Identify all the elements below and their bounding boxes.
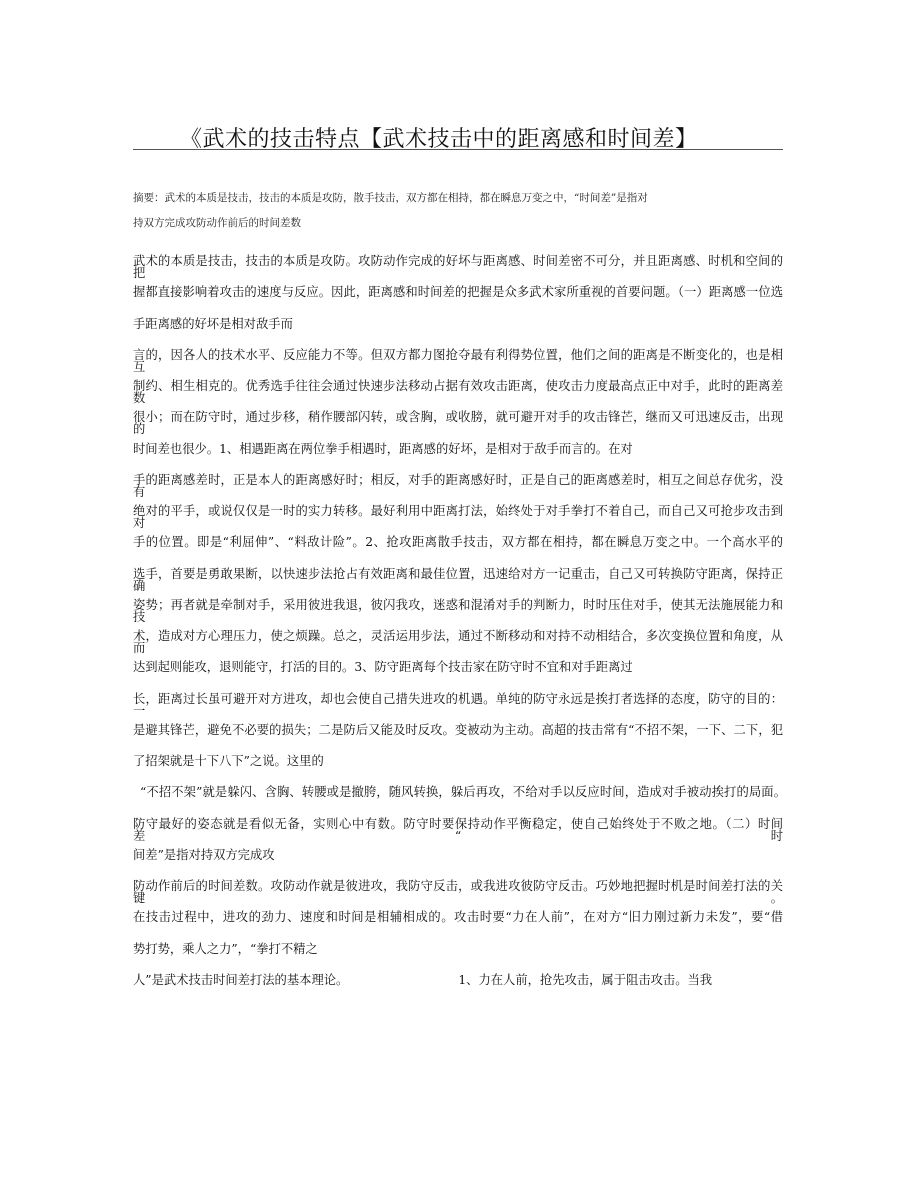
body-line-18: “不招不架”就是躲闪、含胸、转腰或是撤胯，随风转换，躲后再攻，不给对手以反应时间，造成对手被动挨打的局面。 <box>140 785 786 799</box>
body-line-16: 是避其锋芒，避免不必要的损失；二是防后又能及时反攻。变被动为主动。高超的技击常有“不招不架，一下、二下，犯 <box>133 723 783 737</box>
body-line-21: 防动作前后的时间差数。攻防动作就是彼进攻，我防守反击，或我进攻彼防守反击。巧妙地把握时机是时间差打法的关键。 <box>133 879 783 906</box>
body-line-23: 势打势，乘人之力”，“拳打不精之 <box>133 942 318 956</box>
body-line-3: 手距离感的好坏是相对敌手而 <box>133 317 293 331</box>
body-line-17: 了招架就是十下八下”之说。这里的 <box>133 754 324 768</box>
body-line-12: 姿势；再者就是牵制对手，采用彼进我退，彼闪我攻，迷惑和混淆对手的判断力，时时压住对手，使其无法施展能力和技 <box>133 598 783 625</box>
body-line-5: 制约、相生相克的。优秀选手往往会通过快速步法移动占据有效攻击距离，使攻击力度最高点正中对手，此时的距离差数 <box>133 379 783 406</box>
body-line-13: 术，造成对方心理压力，使之烦躁。总之，灵活运用步法，通过不断移动和对持不动相结合，多次变换位置和角度，从而 <box>133 629 783 656</box>
document-title: 《武术的技击特点【武术技击中的距离感和时间差】 <box>180 127 698 152</box>
body-line-20: 间差”是指对持双方完成攻 <box>133 848 275 862</box>
body-line-24-part-1: 人”是武术技击时间差打法的基本理论。 <box>133 973 349 987</box>
body-line-22: 在技击过程中，进攻的劲力、速度和时间是相辅相成的。攻击时要“力在人前”，在对方“旧力刚过新力未发”，要“借 <box>133 910 783 924</box>
body-line-1: 武术的本质是技击，技击的本质是攻防。攻防动作完成的好坏与距离感、时间差密不可分，并且距离感、时机和空间的把 <box>133 254 783 281</box>
body-line-6: 很小；而在防守时，通过步移，稍作腰部闪转，或含胸，或收膀，就可避开对手的攻击锋芒，继而又可迅速反击，出现的 <box>133 410 783 437</box>
body-line-2: 握都直接影响着攻击的速度与反应。因此，距离感和时间差的把握是众多武术家所重视的首要问题。（一）距离感一位选 <box>133 285 783 299</box>
title-underline <box>133 149 783 150</box>
body-line-24-part-2: 1、力在人前，抢先攻击，属于阻击攻击。当我 <box>458 973 713 987</box>
body-line-8: 手的距离感差时，正是本人的距离感好时；相反，对手的距离感好时，正是自己的距离感差时，相互之间总存优劣，没有 <box>133 473 783 500</box>
body-line-15: 长，距离过长虽可避开对方进攻，却也会使自己措失进攻的机遇。单纯的防守永远是挨打者选择的态度，防守的目的：一 <box>133 692 783 719</box>
body-line-14: 达到起则能攻，退则能守，打活的目的。3、防守距离每个技击家在防守时不宜和对手距离过 <box>133 660 633 674</box>
abstract-line-1: 摘要：武术的本质是技击，技击的本质是攻防，散手技击，双方都在相持，都在瞬息万变之中，“时间差”是指对 <box>133 192 648 204</box>
body-line-9: 绝对的平手，或说仅仅是一时的实力转移。最好利用中距离打法，始终处于对手拳打不着自己，而自己又可抢步攻击到对 <box>133 504 783 531</box>
body-line-19: 防守最好的姿态就是看似无备，实则心中有数。防守时要保持动作平衡稳定，使自己始终处于不败之地。（二）时间差“时 <box>133 817 783 844</box>
body-line-4: 言的，因各人的技术水平、反应能力不等。但双方都力图抢夺最有利得势位置，他们之间的距离是不断变化的，也是相互 <box>133 348 783 375</box>
body-line-10: 手的位置。即是“利屈伸”、“料敌计险”。2、抢攻距离散手技击，双方都在相持，都在瞬息万变之中。一个高水平的 <box>133 535 783 549</box>
body-line-11: 选手，首要是勇敢果断，以快速步法抢占有效距离和最佳位置，迅速给对方一记重击，自己又可转换防守距离，保持正确 <box>133 567 783 594</box>
abstract-line-2: 持双方完成攻防动作前后的时间差数 <box>133 217 301 229</box>
body-line-7: 时间差也很少。1、相遇距离在两位拳手相遇时，距离感的好坏，是相对于敌手而言的。在对 <box>133 442 633 456</box>
body-line-24 <box>133 974 712 986</box>
